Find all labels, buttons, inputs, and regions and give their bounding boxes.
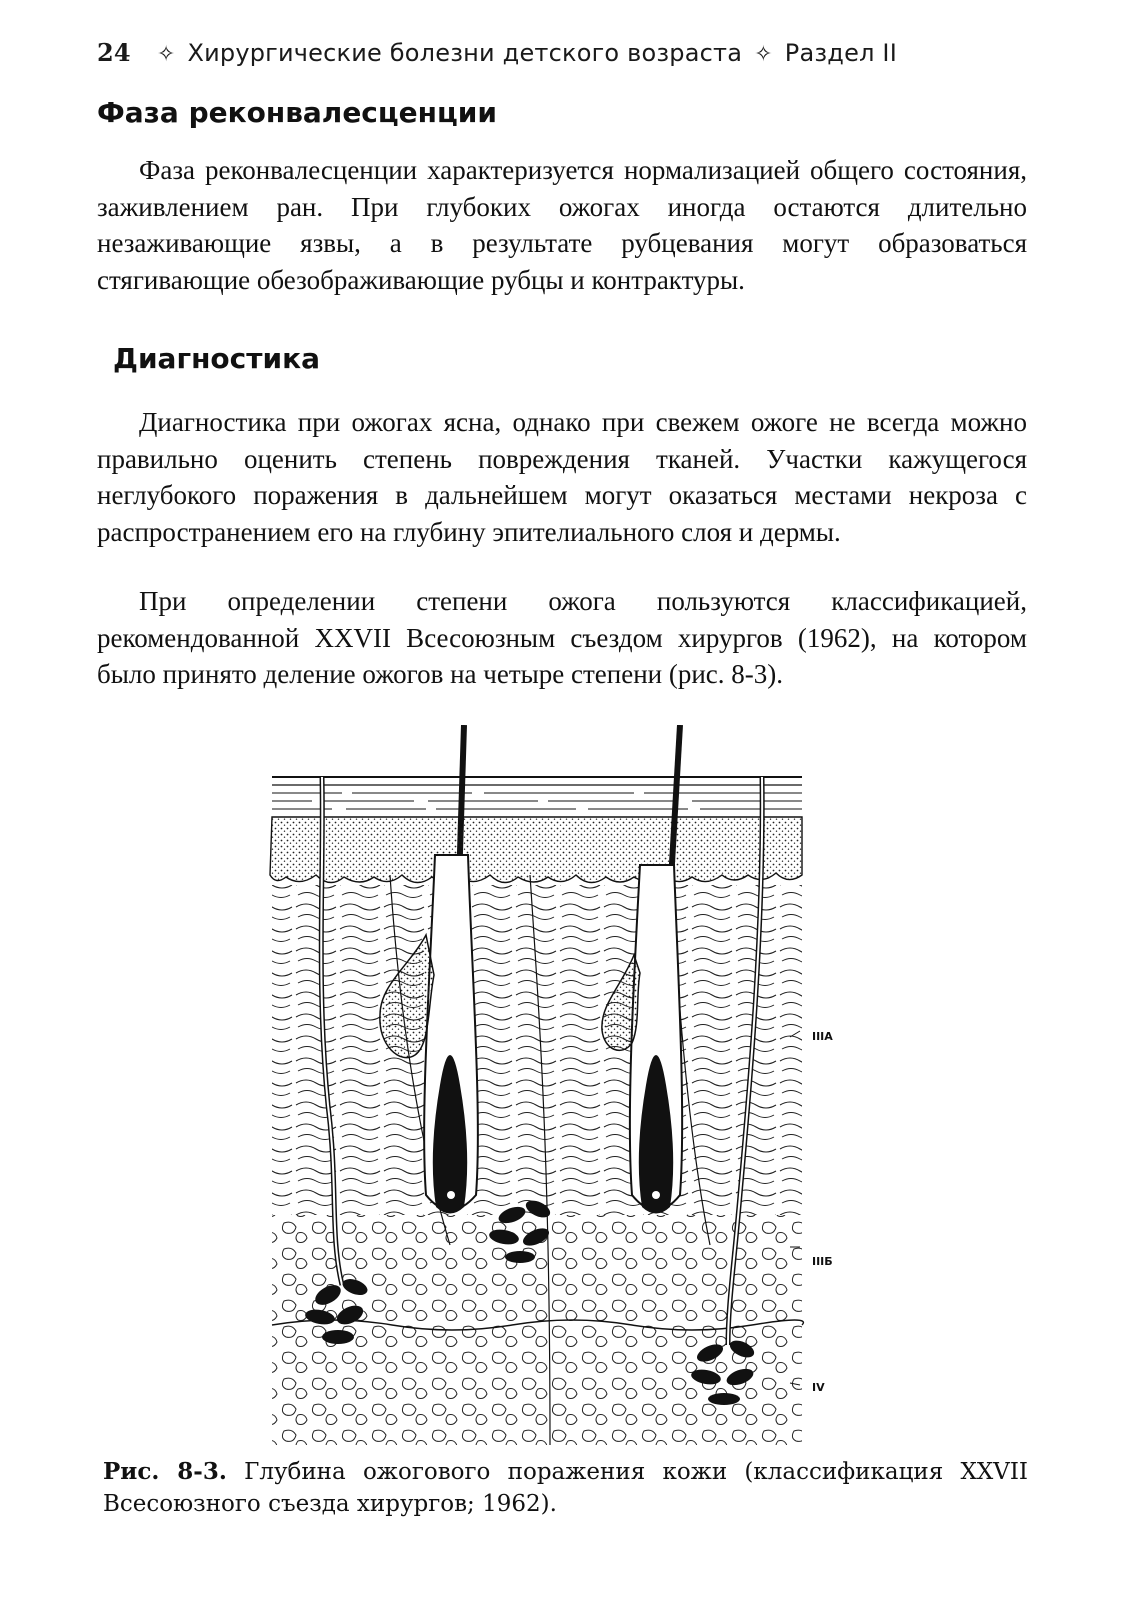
header-separator-icon: ✧ bbox=[156, 42, 176, 67]
book-title: Хирургические болезни детского возраста bbox=[187, 39, 743, 67]
figure-caption-text: Глубина ожогового поражения кожи (классификация XXVII Всесоюзного съезда хирургов; 1962). bbox=[103, 1459, 1028, 1517]
skin-cross-section-drawing bbox=[250, 725, 850, 1450]
subcutaneous-fat-layer bbox=[272, 1215, 802, 1445]
paragraph-diagnostics-1: Диагностика при ожогах ясна, однако при свежем ожоге не всегда можно правильно оценить степень повреждения тканей. Участки кажущегося неглубокого поражения в дальнейшем могут оказаться местами некроза с распространением его на глубину эпителиального слоя и дермы. bbox=[97, 407, 1027, 547]
paragraph-convalescence: Фаза реконвалесценции характеризуется нормализацией общего состояния, заживлением ран. При глубоких ожогах иногда остаются длительно незаживающие язвы, а в результате рубцевания могут образоваться стягивающие обезображивающие рубцы и контрактуры. bbox=[97, 155, 1027, 295]
epidermis-granular-layer bbox=[270, 817, 802, 883]
label-level-iiib: IIIБ bbox=[812, 1255, 833, 1268]
label-level-iiia: IIIA bbox=[812, 1030, 833, 1043]
figure-number: Рис. 8-3. bbox=[103, 1458, 227, 1485]
epidermis-surface bbox=[272, 777, 802, 809]
running-header bbox=[97, 38, 1077, 67]
section-heading-convalescence: Фаза реконвалесценции bbox=[97, 96, 497, 129]
page-number: 24 bbox=[97, 38, 131, 67]
section-heading-diagnostics: Диагностика bbox=[113, 342, 321, 375]
header-separator-icon: ✧ bbox=[754, 42, 773, 67]
dermis-layer bbox=[272, 885, 802, 1215]
paragraph-diagnostics-2: При определении степени ожога пользуются классификацией, рекомендованной XXVII Всесоюзным съездом хирургов (1962), на котором было принято деление ожогов на четыре степени (рис. 8-3). bbox=[97, 586, 1027, 689]
label-level-iv: IV bbox=[812, 1381, 825, 1394]
figure-caption bbox=[103, 1456, 1028, 1520]
section-label: Раздел II bbox=[784, 39, 897, 67]
skin-depth-illustration bbox=[250, 725, 850, 1450]
